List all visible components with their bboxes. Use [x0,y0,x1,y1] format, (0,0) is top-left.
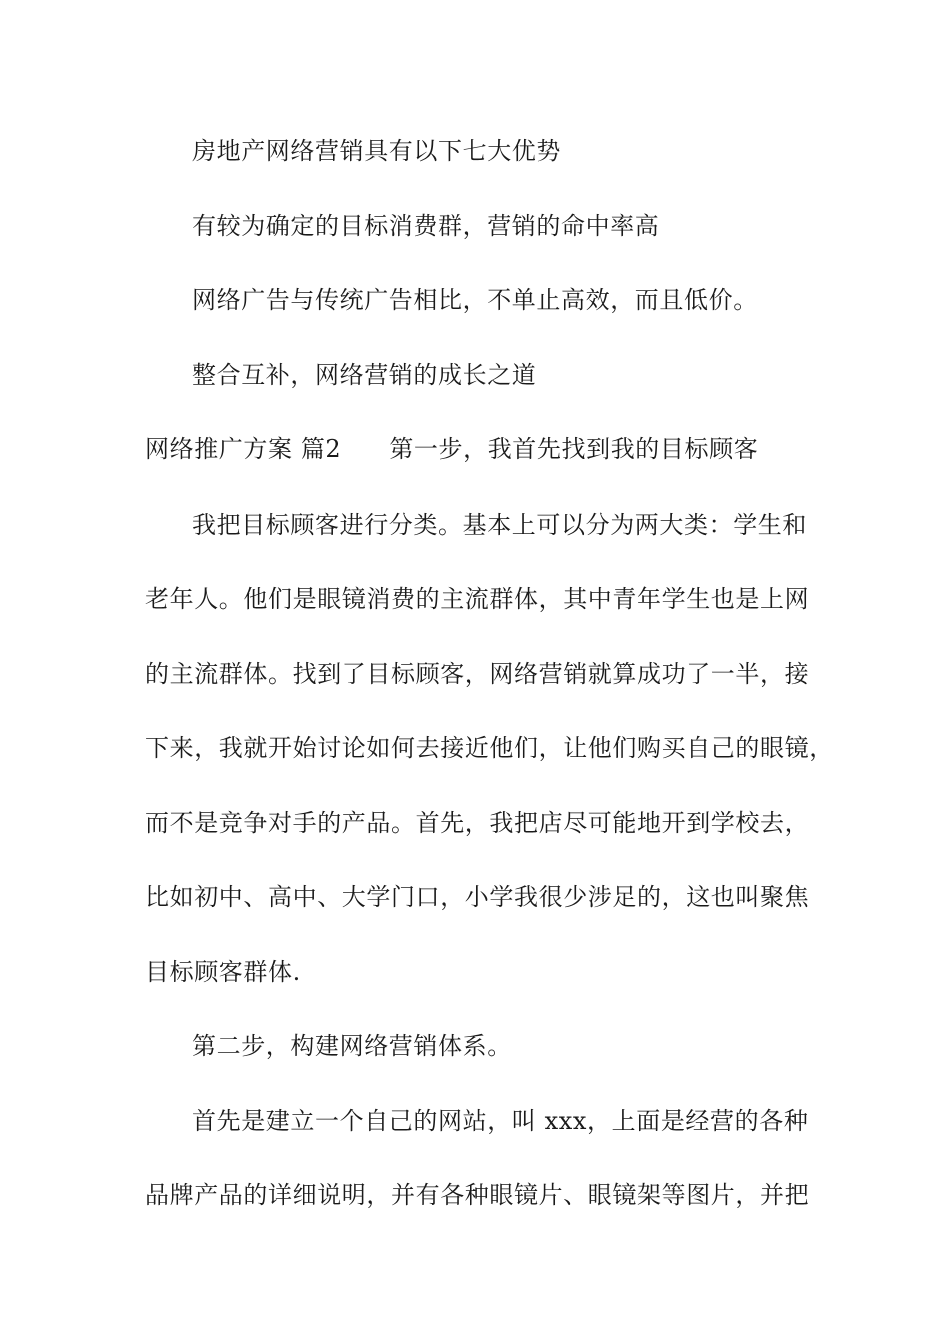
step1-line: 第一步，我首先找到我的目标顾客 [389,435,759,463]
paragraph-line: 品牌产品的详细说明，并有各种眼镜片、眼镜架等图片，并把 [145,1181,810,1209]
body-line: 有较为确定的目标消费群，营销的命中率高 [192,212,660,240]
paragraph-line: 比如初中、高中、大学门口，小学我很少涉足的，这也叫聚焦 [145,883,810,911]
paragraph-line: 老年人。他们是眼镜消费的主流群体，其中青年学生也是上网 [145,585,810,613]
body-line: 网络广告与传统广告相比，不单止高效，而且低价。 [192,286,758,314]
paragraph-line: 首先是建立一个自己的网站，叫 xxx，上面是经营的各种 [192,1107,809,1135]
section-heading: 网络推广方案 篇2 [145,435,342,463]
body-line: 房地产网络营销具有以下七大优势 [192,137,561,165]
section-heading-line [145,434,758,464]
paragraph-line: 而不是竞争对手的产品。首先，我把店尽可能地开到学校去， [145,809,810,837]
paragraph-line: 下来，我就开始讨论如何去接近他们，让他们购买自己的眼镜， [145,734,834,762]
paragraph-line: 目标顾客群体. [145,958,301,986]
paragraph-line: 我把目标顾客进行分类。基本上可以分为两大类：学生和 [192,511,807,539]
step2-line: 第二步，构建网络营销体系。 [192,1032,512,1060]
paragraph-line: 的主流群体。找到了目标顾客，网络营销就算成功了一半，接 [145,660,810,688]
body-line: 整合互补，网络营销的成长之道 [192,361,537,389]
